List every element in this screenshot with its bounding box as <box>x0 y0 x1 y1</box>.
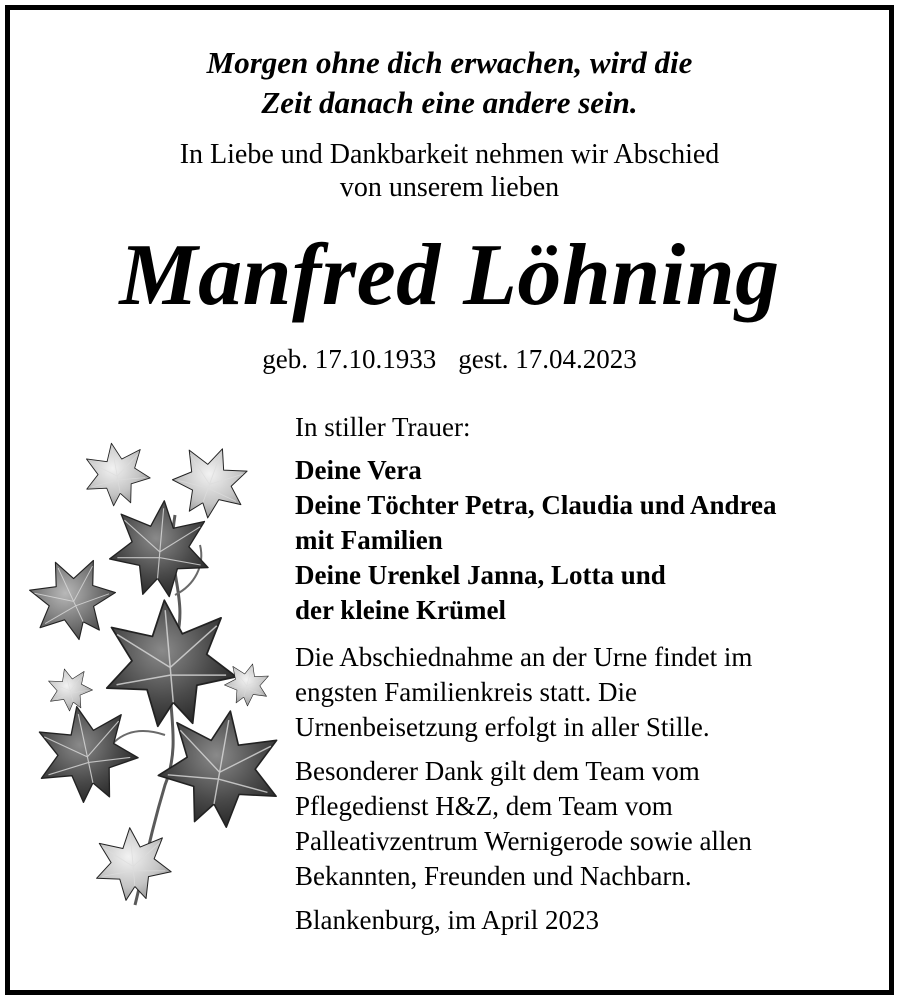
intro-text <box>10 138 889 204</box>
mourning-label: In stiller Trauer: <box>295 412 471 442</box>
thanks-paragraph <box>295 754 880 894</box>
farewell-line: Urnenbeisetzung erfolgt in aller Stille. <box>295 712 710 742</box>
mourner-line: mit Familien <box>295 525 443 555</box>
death-date: gest. 17.04.2023 <box>458 344 637 374</box>
mourner-line: Deine Vera <box>295 455 422 485</box>
thanks-line: Pflegedienst H&Z, dem Team vom <box>295 791 673 821</box>
intro-line-1: In Liebe und Dankbarkeit nehmen wir Abschied <box>179 139 720 170</box>
farewell-paragraph <box>295 640 880 745</box>
birth-date: geb. 17.10.1933 <box>262 344 437 374</box>
place-date: Blankenburg, im April 2023 <box>295 905 599 935</box>
motto <box>10 43 889 123</box>
thanks-line: Palleativzentrum Wernigerode sowie allen <box>295 826 752 856</box>
mourning-column <box>295 410 880 938</box>
thanks-line: Bekannten, Freunden und Nachbarn. <box>295 861 692 891</box>
farewell-line: engsten Familienkreis statt. Die <box>295 677 637 707</box>
farewell-line: Die Abschiednahme an der Urne findet im <box>295 642 753 672</box>
mourner-line: Deine Töchter Petra, Claudia und Andrea <box>295 490 777 520</box>
intro-line-2: von unserem lieben <box>339 172 560 203</box>
ivy-leaves-icon <box>25 435 280 925</box>
mourners-list <box>295 453 880 628</box>
obituary-frame <box>5 5 894 995</box>
mourner-line: Deine Urenkel Janna, Lotta und <box>295 560 666 590</box>
motto-line-2: Zeit danach eine andere sein. <box>261 85 638 120</box>
life-dates <box>10 342 889 376</box>
deceased-name: Manfred Löhning <box>119 227 780 324</box>
thanks-line: Besonderer Dank gilt dem Team vom <box>295 756 700 786</box>
mourner-line: der kleine Krümel <box>295 595 506 625</box>
motto-line-1: Morgen ohne dich erwachen, wird die <box>206 45 693 80</box>
